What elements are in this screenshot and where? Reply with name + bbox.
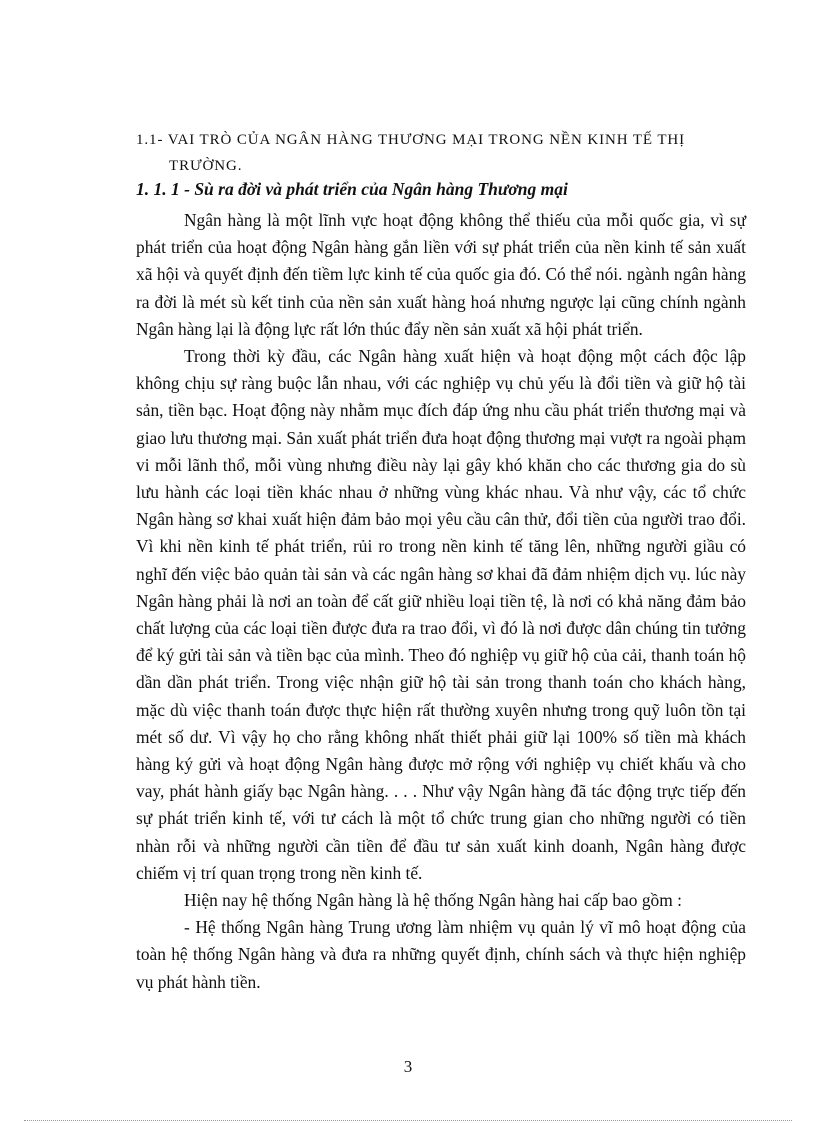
page-bottom-divider [24, 1120, 792, 1121]
paragraph: Ngân hàng là một lĩnh vực hoạt động không thể thiếu của mỗi quốc gia, vì sự phát triển của hoạt động Ngân hàng gắn liền với sự phát triển của nền kinh tế sản xuất xã hội và quyết định đến tiềm lực kinh tế của quốc gia đó. Có thể nói. ngành ngân hàng ra đời là mét sù kết tinh của nền sản xuất hàng hoá nhưng ngược lại cũng chính ngành Ngân hàng lại là động lực rất lớn thúc đẩy nền sản xuất xã hội phát triển. [136, 210, 746, 339]
section-heading-line-1: 1.1- VAI TRÒ CỦA NGÂN HÀNG THƯƠNG MẠI TRONG NỀN KINH TẾ THỊ [136, 132, 686, 148]
section-heading-line-2: TRƯỜNG. [169, 158, 243, 174]
paragraph: Hiện nay hệ thống Ngân hàng là hệ thống Ngân hàng hai cấp bao gồm : [184, 890, 682, 911]
paragraph: - Hệ thống Ngân hàng Trung ương làm nhiệm vụ quản lý vĩ mô hoạt động của toàn hệ thống Ngân hàng và đưa ra những quyết định, chính sách và thực hiện nghiệp vụ phát hành tiền. [136, 917, 746, 992]
paragraph: Trong thời kỳ đầu, các Ngân hàng xuất hiện và hoạt động một cách độc lập không chịu sự ràng buộc lẫn nhau, với các nghiệp vụ chủ yếu là đổi tiền và giữ hộ tài sản, tiền bạc. Hoạt động này nhằm mục đích đáp ứng nhu cầu phát triển thương mại và giao lưu thương mại. Sản xuất phát triển đưa hoạt động thương mại vượt ra ngoài phạm vi mỗi lãnh thổ, mỗi vùng nhưng điều này lại gây khó khăn cho các thương gia do sù lưu hành các loại tiền khác nhau ở những vùng khác nhau. Và như vậy, các tổ chức Ngân hàng sơ khai xuất hiện đảm bảo mọi yêu cầu cân thử, đổi tiền của người trao đổi. Vì khi nền kinh tế phát triển, rủi ro trong nền kinh tế tăng lên, những người giầu có nghĩ đến việc bảo quản tài sản và các ngân hàng sơ khai đã đảm nhiệm dịch vụ. lúc này Ngân hàng phải là nơi an toàn để cất giữ nhiều loại tiền tệ, là nơi có khả năng đảm bảo chất lượng của các loại tiền được đưa ra trao đổi, vì đó là nơi được dân chúng tin tưởng để ký gửi tài sản và tiền bạc của mình. Theo đó nghiệp vụ giữ hộ của cải, thanh toán hộ dần dần phát triển. Trong việc nhận giữ hộ tài sản trong thanh toán cho khách hàng, mặc dù việc thanh toán được thực hiện rất thường xuyên nhưng trong quỹ luôn tồn tại mét số dư. Vì vậy họ cho rằng không nhất thiết phải giữ lại 100% số tiền mà khách hàng ký gửi và hoạt động Ngân hàng được mở rộng với nghiệp vụ chiết khấu và cho vay, phát hành giấy bạc Ngân hàng. . . . Như vậy Ngân hàng đã tác động trực tiếp đến sự phát triển kinh tế, với tư cách là một tổ chức trung gian cho những người có tiền nhàn rỗi và những người cần tiền để đầu tư sản xuất kinh doanh, Ngân hàng được chiếm vị trí quan trọng trong nền kinh tế. [136, 346, 746, 883]
body-text [136, 207, 746, 996]
page-number: 3 [403, 1057, 413, 1076]
section-heading [136, 127, 746, 179]
subsection-heading: 1. 1. 1 - Sù ra đời và phát triển của Ngân hàng Thương mại [136, 179, 568, 199]
